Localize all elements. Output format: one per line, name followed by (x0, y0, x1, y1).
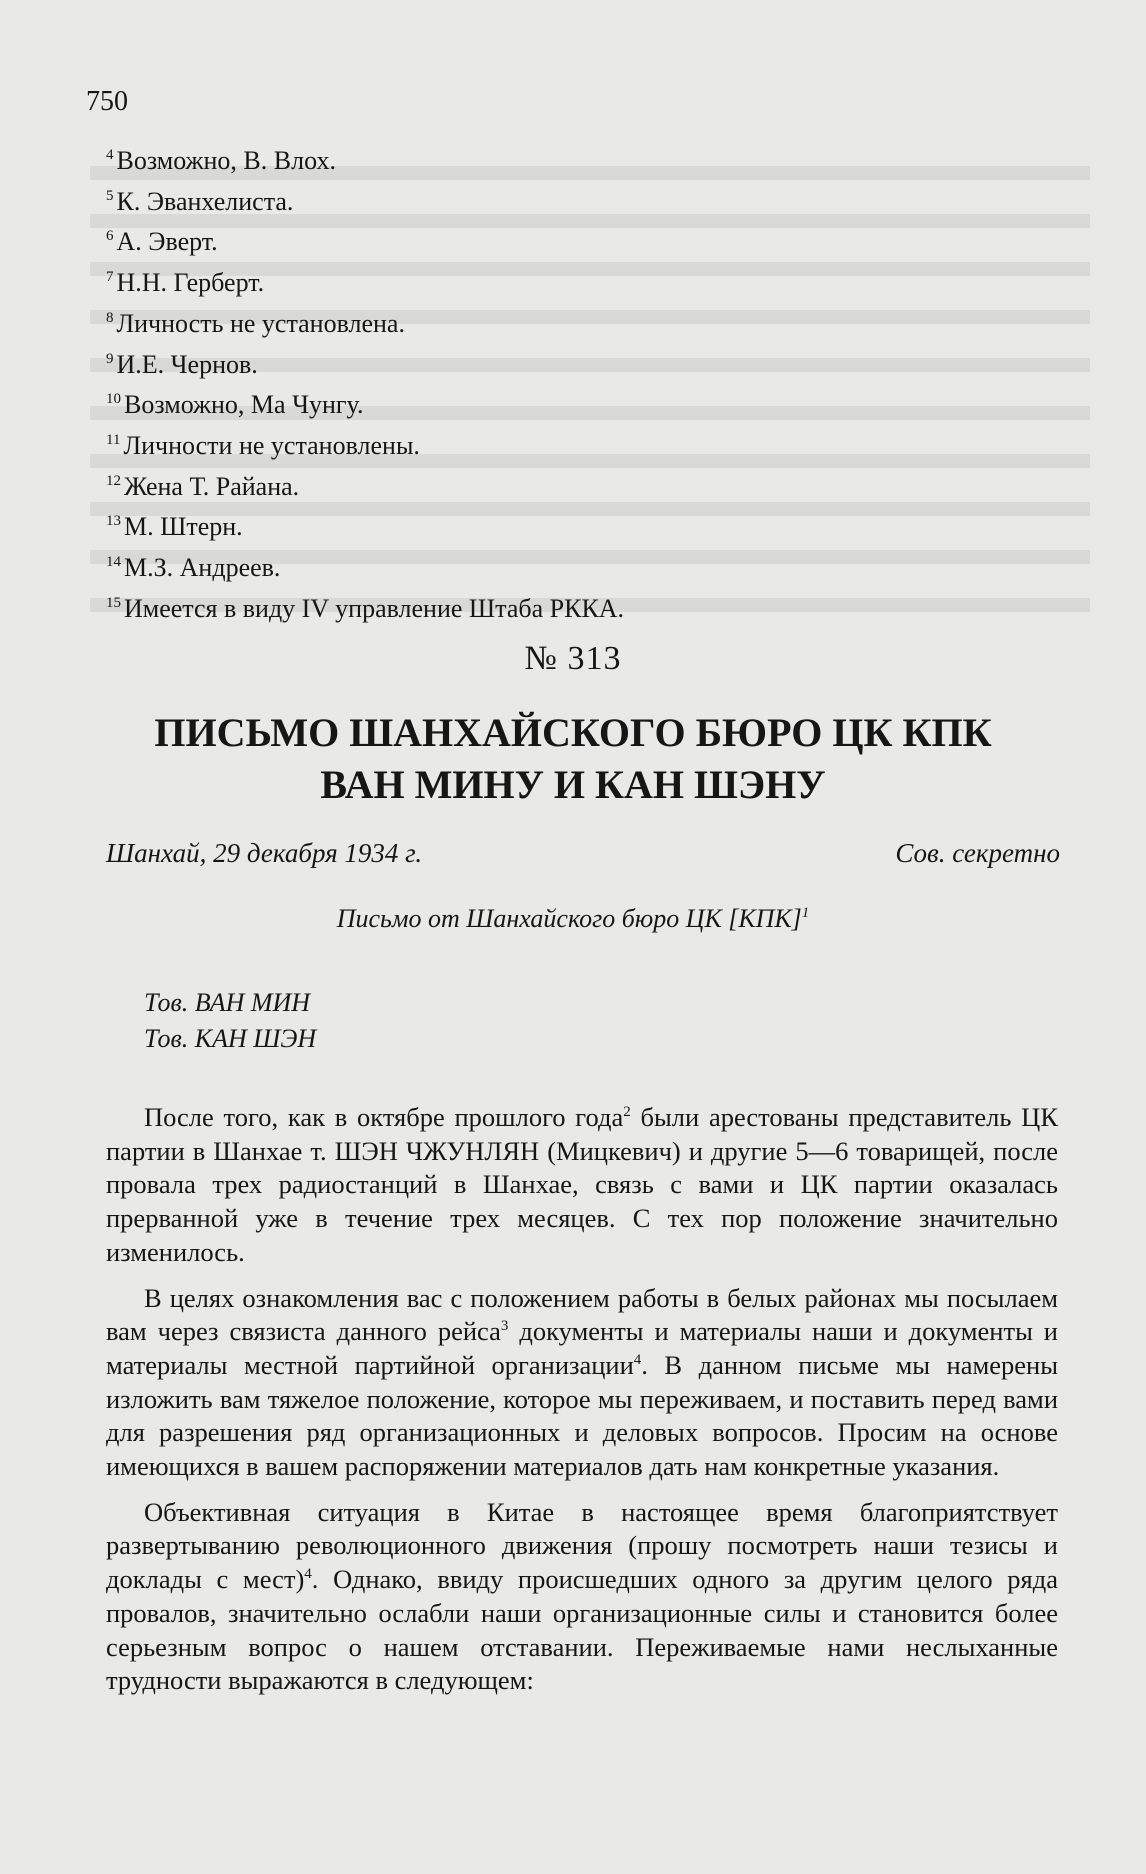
paragraph-text: были арестованы представитель ЦК партии в Шанхае т. ШЭН ЧЖУНЛЯН (Мицкевич) и другие 5—6 товарищей, после провала трех радиостанций в Шанхае, связь с вами и ЦК партии оказалась прерванной уже в течение трех месяцев. С тех пор положение значительно изменилось. (106, 1102, 1058, 1267)
document-title (90, 707, 1056, 811)
footnote (106, 138, 1006, 179)
paragraph-text: документы и материалы наши и документы и материалы местной партийной организации (106, 1316, 1058, 1380)
footnote-text: М.З. Андреев. (124, 553, 281, 583)
document-subtitle (0, 904, 1146, 934)
footnote-text: А. Эверт. (116, 227, 218, 257)
footnote (106, 219, 1006, 260)
footnote-text: Жена Т. Райана. (124, 471, 300, 501)
footnote-number: 15 (106, 594, 121, 611)
page-number: 750 (86, 86, 128, 117)
paragraph-text: После того, как в октябре прошлого года (144, 1102, 624, 1132)
footnote-reference: 4 (304, 1566, 312, 1583)
paragraph-text: В целях ознакомления вас с положением работы в белых районах мы посылаем вам через связиста данного рейса (106, 1282, 1058, 1347)
footnote-number: 7 (106, 269, 114, 286)
paragraph (106, 1282, 1058, 1484)
footnote (106, 382, 1006, 423)
secrecy-label: Сов. секретно (895, 838, 1060, 868)
footnote-text: Возможно, В. Влох. (116, 146, 336, 175)
footnote (106, 301, 1006, 342)
footnote (106, 545, 1006, 586)
footnote-number: 14 (106, 554, 121, 571)
footnote-text: К. Эванхелиста. (116, 186, 294, 216)
footnote (106, 260, 1006, 301)
letter-body (106, 1101, 1058, 1710)
footnote-number: 12 (106, 472, 121, 489)
dateline: Шанхай, 29 декабря 1934 г. (106, 838, 423, 868)
footnote-text: И.Е. Чернов. (116, 349, 258, 379)
footnote-text: Имеется в виду IV управление Штаба РККА. (124, 593, 625, 623)
footnote-text: Н.Н. Герберт. (116, 268, 265, 298)
footnote-number: 5 (106, 187, 114, 204)
footnote-number: 6 (106, 228, 114, 245)
paragraph-text: . В данном письме мы намерены изложить вам тяжелое положение, которое мы переживаем, и поставить перед вами для разрешения ряд организационных и деловых вопросов. Просим на основе имеющихся в вашем распоряжении материалов дать нам конкретные указания. (106, 1349, 1058, 1482)
footnote-reference: 4 (633, 1351, 642, 1368)
footnote-text: М. Штерн. (124, 512, 243, 542)
footnote-text: Личность не установлена. (116, 308, 405, 338)
footnote (106, 586, 1006, 627)
footnote-reference: 3 (500, 1318, 509, 1335)
footnote (106, 342, 1006, 383)
footnote-number: 13 (106, 513, 121, 530)
document-title-line: ВАН МИНУ И КАН ШЭНУ (320, 762, 826, 807)
footnote-number: 4 (106, 147, 114, 163)
footnote (106, 504, 1006, 545)
footnote-number: 11 (106, 431, 121, 448)
paragraph-text: Объективная ситуация в Китае в настоящее время благоприятствует развертыванию революционного движения (прошу посмотреть наши тезисы и доклады с мест) (106, 1496, 1058, 1595)
footnote-text: Возможно, Ма Чунгу. (124, 390, 364, 420)
document-number: № 313 (524, 640, 622, 677)
footnote-number: 9 (106, 350, 114, 367)
footnote (106, 179, 1006, 220)
footnote (106, 464, 1006, 505)
addressees (144, 985, 316, 1057)
subtitle-text: Письмо от Шанхайского бюро ЦК [КПК] (336, 904, 802, 933)
paragraph (106, 1101, 1058, 1270)
footnote-reference: 2 (623, 1104, 631, 1120)
footnote-number: 10 (106, 391, 121, 408)
footnote (106, 423, 1006, 464)
paragraph (106, 1496, 1058, 1698)
footnote-reference: 1 (801, 905, 810, 921)
footnote-number: 8 (106, 309, 114, 326)
footnotes-list (106, 138, 1006, 626)
addressee: Тов. ВАН МИН (144, 988, 311, 1017)
document-title-line: ПИСЬМО ШАНХАЙСКОГО БЮРО ЦК КПК (154, 710, 992, 755)
paragraph-text: . Однако, ввиду происшедших одного за другим целого ряда провалов, значительно ослабли наши организационные силы и становится более серьезным вопрос о нашем отставании. Переживаемые нами неслыханные трудности выражаются в следующем: (106, 1564, 1058, 1696)
footnote-text: Личности не установлены. (123, 430, 420, 460)
addressee: Тов. КАН ШЭН (144, 1024, 317, 1053)
